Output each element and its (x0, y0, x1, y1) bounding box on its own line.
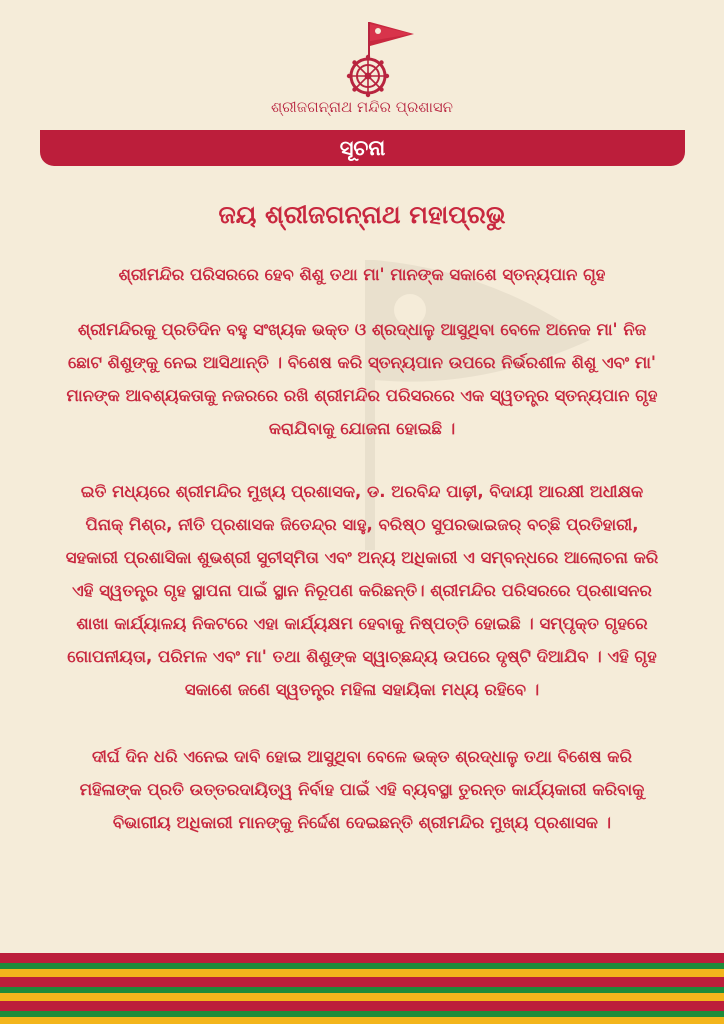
notice-heading: ଜୟ ଶ୍ରୀଜଗନ୍ନାଥ ମହାପ୍ରଭୁ (218, 200, 506, 229)
notice-banner (40, 130, 685, 166)
notice-paragraph-1: ଶ୍ରୀମନ୍ଦିରକୁ ପ୍ରତିଦିନ ବହୁ ସଂଖ୍ୟକ ଭକ୍ତ ଓ ଶ୍ରଦ୍ଧାଳୁ ଆସୁଥିବା ବେଳେ ଅନେକ ମା' ନିଜ ଛୋଟ ଶିଶୁଙ୍କୁ ନେଇ ଆସିଥାନ୍ତି । ବିଶେଷ କରି ସ୍ତନ୍ୟପାନ ଉପରେ ନିର୍ଭରଶୀଳ ଶିଶୁ ଏବଂ ମା' ମାନଙ୍କ ଆବଶ୍ୟକତାକୁ ନଜରରେ ରଖି ଶ୍ରୀମନ୍ଦିର ପରିସରରେ ଏକ ସ୍ୱତନ୍ତ୍ର ସ୍ତନ୍ୟପାନ ଗୃହ କରାଯିବାକୁ ଯୋଜନା ହୋଇଛି । (66, 320, 658, 438)
footer-stripes (0, 953, 724, 1024)
banner-title: ସୂଚନା (339, 135, 386, 160)
notice-subheading: ଶ୍ରୀମନ୍ଦିର ପରିସରରେ ହେବ ଶିଶୁ ତଥା ମା' ମାନଙ୍କ ସକାଶେ ସ୍ତନ୍ୟପାନ ଗୃହ (118, 265, 606, 284)
organization-name: ଶ୍ରୀଜଗନ୍ନାଥ ମନ୍ଦିର ପ୍ରଶାସନ (270, 98, 454, 116)
notice-paragraph-2: ଇତି ମଧ୍ୟରେ ଶ୍ରୀମନ୍ଦିର ମୁଖ୍ୟ ପ୍ରଶାସକ, ଡ. ଅରବିନ୍ଦ ପାଢ଼ୀ, ବିଦାୟୀ ଆରକ୍ଷୀ ଅଧୀକ୍ଷକ ପିନାକ୍ ମିଶ୍ର, ନୀତି ପ୍ରଶାସକ ଜିତେନ୍ଦ୍ର ସାହୁ, ବରିଷ୍ଠ ସୁପରଭାଇଜର୍ ବଚ୍ଛି ପ୍ରତିହାରୀ, ସହକାରୀ ପ୍ରଶାସିକା ଶୁଭଶ୍ରୀ ସୁଚୀସ୍ମିତା ଏବଂ ଅନ୍ୟ ଅଧିକାରୀ ଏ ସମ୍ବନ୍ଧରେ ଆଲୋଚନା କରି ଏହି ସ୍ୱତନ୍ତ୍ର ଗୃହ ସ୍ଥାପନା ପାଇଁ ସ୍ଥାନ ନିରୂପଣ କରିଛନ୍ତି। ଶ୍ରୀମନ୍ଦିର ପରିସରରେ ପ୍ରଶାସନର ଶାଖା କାର୍ଯ୍ୟାଳୟ ନିକଟରେ ଏହା କାର୍ଯ୍ୟକ୍ଷମ ହେବାକୁ ନିଷ୍ପତ୍ତି ହୋଇଛି । ସମ୍ପୃକ୍ତ ଗୃହରେ ଗୋପନୀୟତା, ପରିମଳ ଏବଂ ମା' ତଥା ଶିଶୁଙ୍କ ସ୍ୱାଚ୍ଛନ୍ଦ୍ୟ ଉପରେ ଦୃଷ୍ଟି ଦିଆଯିବ । ଏହି ଗୃହ ସକାଶେ ଜଣେ ସ୍ୱତନ୍ତ୍ର ମହିଳା ସହାୟିକା ମଧ୍ୟ ରହିବେ । (65, 482, 659, 699)
notice-paragraph-3: ଦୀର୍ଘ ଦିନ ଧରି ଏନେଇ ଦାବି ହୋଇ ଆସୁଥିବା ବେଳେ ଭକ୍ତ ଶ୍ରଦ୍ଧାଳୁ ତଥା ବିଶେଷ କରି ମହିଳାଙ୍କ ପ୍ରତି ଉତ୍ତରଦାୟିତ୍ୱ ନିର୍ବାହ ପାଇଁ ଏହି ବ୍ୟବସ୍ଥା ତୁରନ୍ତ କାର୍ଯ୍ୟକାରୀ କରିବାକୁ ବିଭାଗୀୟ ଅଧିକାରୀ ମାନଙ୍କୁ ନିର୍ଦ୍ଦେଶ ଦେଇଛନ୍ତି ଶ୍ରୀମନ୍ଦିର ମୁଖ୍ୟ ପ୍ରଶାସକ । (79, 747, 645, 832)
chakra-with-flag-icon (332, 10, 428, 98)
